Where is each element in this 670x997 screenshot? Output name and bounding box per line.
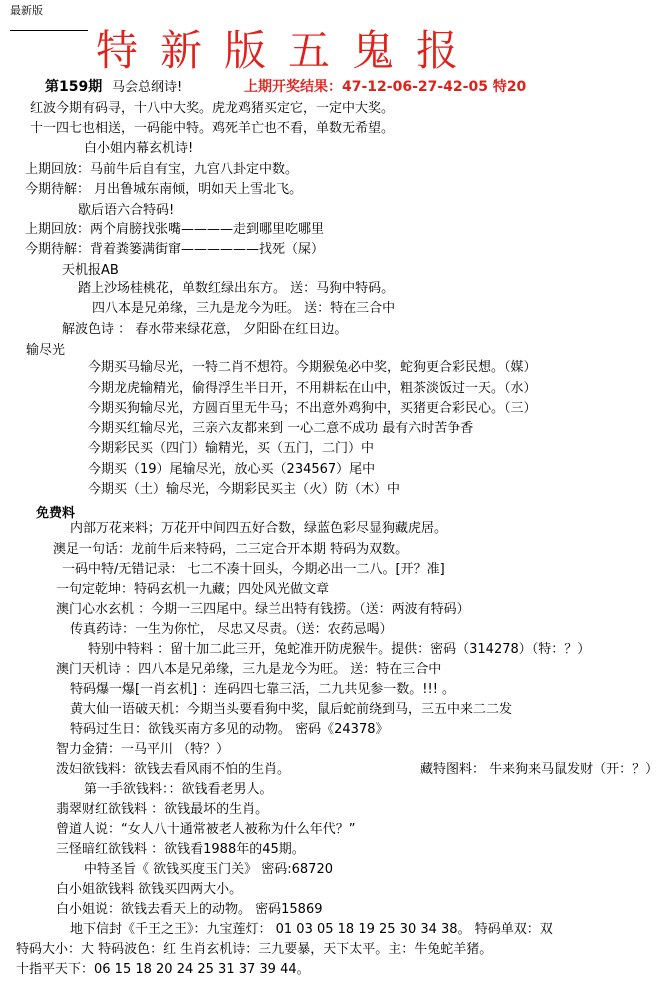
text-line: 今期买红输尽光，三亲六友都来到 一心二意不成功 最有六时苦争香: [88, 421, 474, 436]
text-line: 地下信封《千王之王》：九宝莲灯： 01 03 05 18 19 25 30 34 38。 特码单双：双: [70, 922, 553, 937]
text-line: 解波色诗 ： 春水带来绿花意， 夕阳卧在红日边。: [62, 322, 348, 337]
text-line: 澳门天机诗 ：四八本是兄弟缘，三九是龙今为旺。 送：特在三合中: [56, 662, 442, 677]
text-line: 内部万花来料；万花开中间四五好合数，绿蓝色彩尽显狗藏虎居。: [70, 521, 448, 536]
text-line: 十一四七也相送，一码能中特。鸡死羊亡也不看，单数无希望。: [30, 121, 395, 136]
text-line: 今期待解： 月出鲁城东南倾，明如天上雪北飞。: [25, 182, 303, 197]
text-line: 泼妇欲钱料：欲钱去看风雨不怕的生肖。: [56, 762, 291, 777]
masthead-rule: [10, 30, 88, 31]
page-title: 特新版五鬼报: [96, 26, 481, 75]
text-line: 踏上沙场桂桃花，单数红绿出东方。 送：马狗中特码。: [78, 281, 395, 296]
text-line: 曾道人说：“女人八十通常被老人被称为什么年代？”: [56, 822, 356, 837]
text-line: 今期买（19）尾输尽光，放心买（234567）尾中: [88, 462, 376, 477]
text-line: 输尽光: [26, 343, 66, 358]
text-line: 歇后语六合特码!: [78, 203, 175, 218]
text-line: 十指平天下：06 15 18 20 24 25 31 37 39 44。: [16, 962, 310, 977]
text-line: 上期回放：两个肩膀找张嘴————走到哪里吃哪里: [25, 222, 325, 237]
text-line: 红波今期有码寻，十八中大奖。虎龙鸡猪买定它，一定中大奖。: [30, 101, 395, 116]
text-line: 一句定乾坤：特码玄机一九藏；四处风光做文章: [56, 582, 330, 597]
text-line: 白小姐内幕玄机诗!: [84, 141, 194, 156]
text-line: 今期龙虎输精光，偷得浮生半日开，不用耕耘在山中，粗茶淡饭过一天。（水）: [88, 381, 537, 396]
text-line: 特码大小：大 特码波色：红 生肖玄机诗：三九要暴，天下太平。主：牛兔蛇羊猪。: [16, 942, 493, 957]
text-line: 智力金猜：一马平川 （特？）: [56, 742, 230, 757]
text-line: 天机报AB: [62, 263, 119, 278]
text-line: 藏特图料： 牛来狗来马鼠发财（开：？）: [420, 762, 659, 777]
text-line: 特码爆一爆[一肖玄机] ：连码四七靠三活，二九共见参一数。!!! 。: [70, 682, 456, 697]
text-line: 一码中特/无错记录： 七二不凑十回头，今期必出一二八。[开？准]: [62, 562, 445, 577]
text-line: 今期待解：背着粪篓满街窜——————找死（屎）: [25, 242, 325, 257]
text-line: 澳门心水玄机 ：今期一三四尾中。绿兰出特有钱捞。（送：两波有特码）: [56, 602, 470, 617]
text-line: 白小姐欲钱料 欲钱买四两大小。: [56, 882, 243, 897]
text-line: 中特圣旨《 欲钱买度玉门关》 密码:68720: [84, 862, 333, 877]
last-result: 上期开奖结果：47-12-06-27-42-05 特20: [244, 79, 527, 95]
issue-number: 第159期: [45, 79, 103, 95]
text-line: 传真药诗：一生为你忙， 尽忠又尽责。（送：农药忌喝）: [70, 622, 393, 637]
section-heading: 免费料: [36, 506, 76, 521]
text-line: 四八本是兄弟缘，三九是龙今为旺。 送：特在三合中: [92, 301, 396, 316]
text-line: 今期彩民买（四门）输精光，买（五门，二门）中: [88, 441, 375, 456]
text-line: 澳足一句话：龙前牛后来特码，二三定合开本期 特码为双数。: [53, 542, 409, 557]
text-line: 第一手欲钱料：：欲钱看老男人。: [84, 782, 273, 797]
masthead-stamp: 最新版: [10, 4, 43, 17]
text-line: 特码过生日：欲钱买南方多见的动物。 密码《24378》: [70, 722, 389, 737]
text-line: 今期买（土）输尽光，今期彩民买主（火）防（木）中: [88, 482, 401, 497]
text-line: 白小姐说：欲钱去看天上的动物。 密码15869: [56, 902, 323, 917]
text-line: 翡翠财红欲钱料 ：欲钱最坏的生肖。: [56, 802, 269, 817]
text-line: 今期买狗输尽光，方圆百里无牛马；不出意外鸡狗中，买猪更合彩民心。（三）: [88, 401, 537, 416]
text-line: 三怪暗红欲钱料 ：欲钱看1988年的45期。: [56, 842, 305, 857]
text-line: 特别中特料 ：留十加二此三开，兔蛇准开防虎猴牛。提供：密码（314278）（特：？）: [88, 642, 591, 657]
poem-label: 马会总纲诗!: [112, 80, 183, 95]
text-line: 上期回放：马前牛后自有宝，九宫八卦定中数。: [25, 162, 299, 177]
text-line: 今期买马输尽光，一特二肖不想符。今期猴兔必中奖，蛇狗更合彩民想。（媒）: [88, 360, 537, 375]
text-line: 黄大仙一语破天机：今期当头要看狗中奖，鼠后蛇前绕到马，三五中来二二发: [70, 702, 513, 717]
